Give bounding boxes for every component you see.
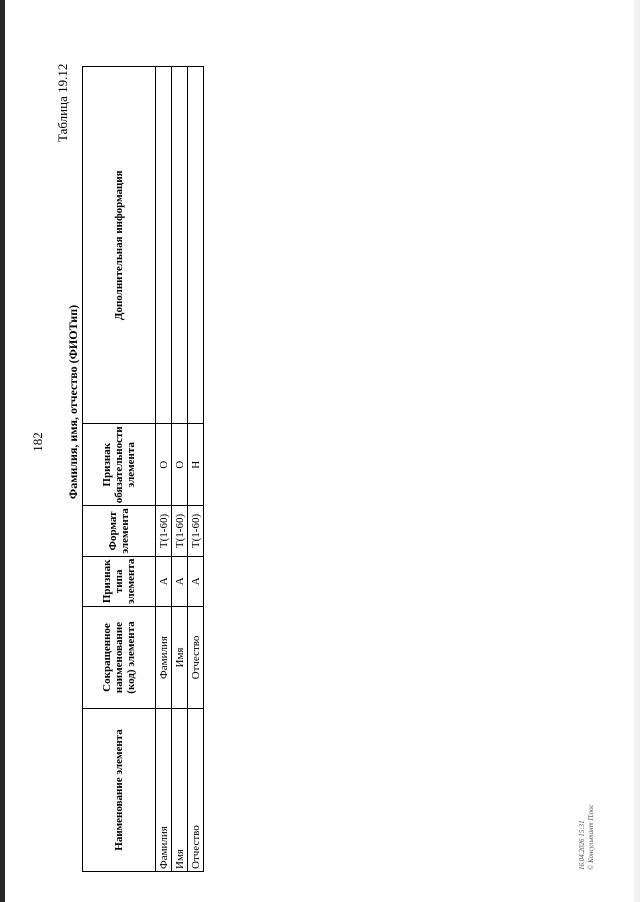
cell-mandatory-sign: О xyxy=(172,424,188,506)
header-type-sign: Признак типа элемента xyxy=(83,556,156,606)
cell-element-name: Имя xyxy=(172,709,188,872)
stamp-line-date: 16.04.2026 15:31 xyxy=(578,820,586,870)
header-mandatory-sign: Признак обязательности элемента xyxy=(83,424,156,506)
cell-mandatory-sign: Н xyxy=(188,424,204,506)
table-row xyxy=(172,67,188,872)
table-row xyxy=(156,67,172,872)
stamp-line-source: © Консультант Плюс xyxy=(587,804,595,870)
table-caption: Фамилия, имя, отчество (ФИОТип) xyxy=(66,304,80,500)
table-header-row xyxy=(83,67,156,872)
cell-mandatory-sign: О xyxy=(156,424,172,506)
cell-type-sign: А xyxy=(156,556,172,606)
cell-type-sign: А xyxy=(188,556,204,606)
header-element-name: Наименование элемента xyxy=(83,709,156,872)
cell-additional-info xyxy=(188,67,204,424)
table-row xyxy=(188,67,204,872)
cell-short-name: Фамилия xyxy=(156,607,172,709)
header-additional-info: Дополнительная информация xyxy=(83,67,156,424)
cell-element-name: Отчество xyxy=(188,709,204,872)
cell-type-sign: А xyxy=(172,556,188,606)
cell-additional-info xyxy=(156,67,172,424)
timestamp-stamp xyxy=(578,804,596,870)
cell-additional-info xyxy=(172,67,188,424)
page-number: 182 xyxy=(30,432,45,452)
header-short-name: Сокращенное наименование (код) элемента xyxy=(83,607,156,709)
fio-table xyxy=(82,66,204,872)
header-format: Формат элемента xyxy=(83,506,156,556)
cell-format: T(1-60) xyxy=(172,506,188,556)
cell-short-name: Отчество xyxy=(188,607,204,709)
table-label: Таблица 19.12 xyxy=(55,63,70,142)
cell-format: T(1-60) xyxy=(156,506,172,556)
cell-format: T(1-60) xyxy=(188,506,204,556)
cell-element-name: Фамилия xyxy=(156,709,172,872)
cell-short-name: Имя xyxy=(172,607,188,709)
